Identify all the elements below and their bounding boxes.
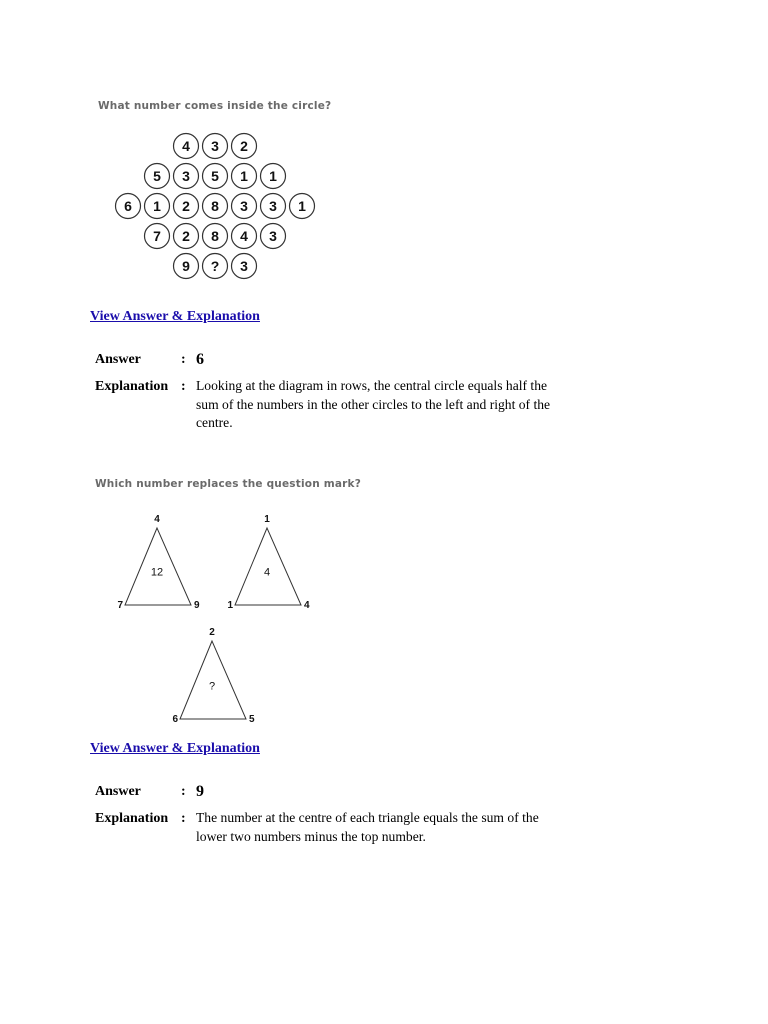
number-triangle — [172, 627, 255, 725]
explanation-label: Explanation — [95, 379, 169, 394]
triangle-left-number: 7 — [117, 600, 123, 611]
number-circle — [232, 164, 257, 189]
number-circle — [261, 194, 286, 219]
circle-number: 4 — [240, 228, 248, 244]
view-answer-link-2[interactable]: View Answer & Explanation — [90, 741, 260, 756]
number-circle — [203, 224, 228, 249]
circle-number: 6 — [124, 198, 132, 214]
number-circle — [203, 164, 228, 189]
number-circle — [145, 224, 170, 249]
circle-number: 8 — [211, 228, 219, 244]
triangle-center-number: ? — [208, 680, 216, 693]
triangle-left-number: 6 — [172, 714, 178, 725]
number-circle — [145, 194, 170, 219]
separator: : — [181, 811, 186, 826]
number-circle — [232, 194, 257, 219]
separator: : — [181, 352, 186, 367]
circle-number: 7 — [153, 228, 161, 244]
number-circle — [203, 134, 228, 159]
number-circle — [232, 134, 257, 159]
triangle-top-number: 2 — [209, 627, 215, 638]
answer-value: 6 — [196, 351, 204, 368]
number-circle — [261, 224, 286, 249]
circle-number: 3 — [240, 258, 248, 274]
triangle-top-number: 1 — [264, 514, 270, 525]
number-circle — [174, 254, 199, 279]
circle-number: 1 — [153, 198, 161, 214]
circle-number: 3 — [269, 228, 277, 244]
circle-number: 2 — [240, 138, 248, 154]
explanation-text: The number at the centre of each triangle equals the sum of the lower two numbers minus the top number. — [196, 810, 539, 844]
triangle-center-number: 4 — [263, 566, 271, 579]
number-circle — [174, 164, 199, 189]
circle-number: 4 — [182, 138, 190, 154]
circle-number: 2 — [182, 228, 190, 244]
puzzle1-question: What number comes inside the circle? — [98, 100, 332, 112]
triangle-left-number: 1 — [227, 600, 233, 611]
circle-number: 3 — [211, 138, 219, 154]
triangle-right-number: 4 — [304, 600, 310, 611]
number-circle — [290, 194, 315, 219]
number-circle — [174, 134, 199, 159]
answer-label: Answer — [95, 784, 141, 799]
answer-value: 9 — [196, 783, 204, 800]
circle-number: 3 — [269, 198, 277, 214]
separator: : — [181, 379, 186, 394]
circle-number: 5 — [153, 168, 161, 184]
circle-number: 1 — [298, 198, 306, 214]
circle-number: ? — [210, 258, 220, 274]
explanation-label: Explanation — [95, 811, 169, 826]
circle-number: 3 — [240, 198, 248, 214]
circle-number: 1 — [269, 168, 277, 184]
number-circle — [203, 254, 228, 279]
number-circle — [232, 254, 257, 279]
circle-number: 8 — [211, 198, 219, 214]
number-circle — [116, 194, 141, 219]
triangle-center-number: 12 — [150, 566, 164, 579]
view-answer-link-1[interactable]: View Answer & Explanation — [90, 309, 260, 324]
number-triangle — [117, 514, 200, 611]
circle-number: 3 — [182, 168, 190, 184]
number-circle — [174, 194, 199, 219]
puzzle2-question: Which number replaces the question mark? — [95, 478, 361, 490]
triangle-figures — [105, 508, 325, 726]
number-circle — [261, 164, 286, 189]
separator: : — [181, 784, 186, 799]
circle-number: 2 — [182, 198, 190, 214]
triangle-right-number: 9 — [194, 600, 200, 611]
answer-label: Answer — [95, 352, 141, 367]
circle-number: 5 — [211, 168, 219, 184]
circle-number-grid — [100, 128, 330, 284]
number-circle — [232, 224, 257, 249]
circle-number: 9 — [182, 258, 190, 274]
triangle-top-number: 4 — [154, 514, 160, 525]
explanation-text: Looking at the diagram in rows, the central circle equals half the sum of the numbers in the other circles to the left and right of the centre. — [196, 378, 551, 430]
number-circle — [203, 194, 228, 219]
circle-number: 1 — [240, 168, 248, 184]
number-circle — [174, 224, 199, 249]
number-triangle — [227, 514, 310, 611]
number-circle — [145, 164, 170, 189]
triangle-right-number: 5 — [249, 714, 255, 725]
